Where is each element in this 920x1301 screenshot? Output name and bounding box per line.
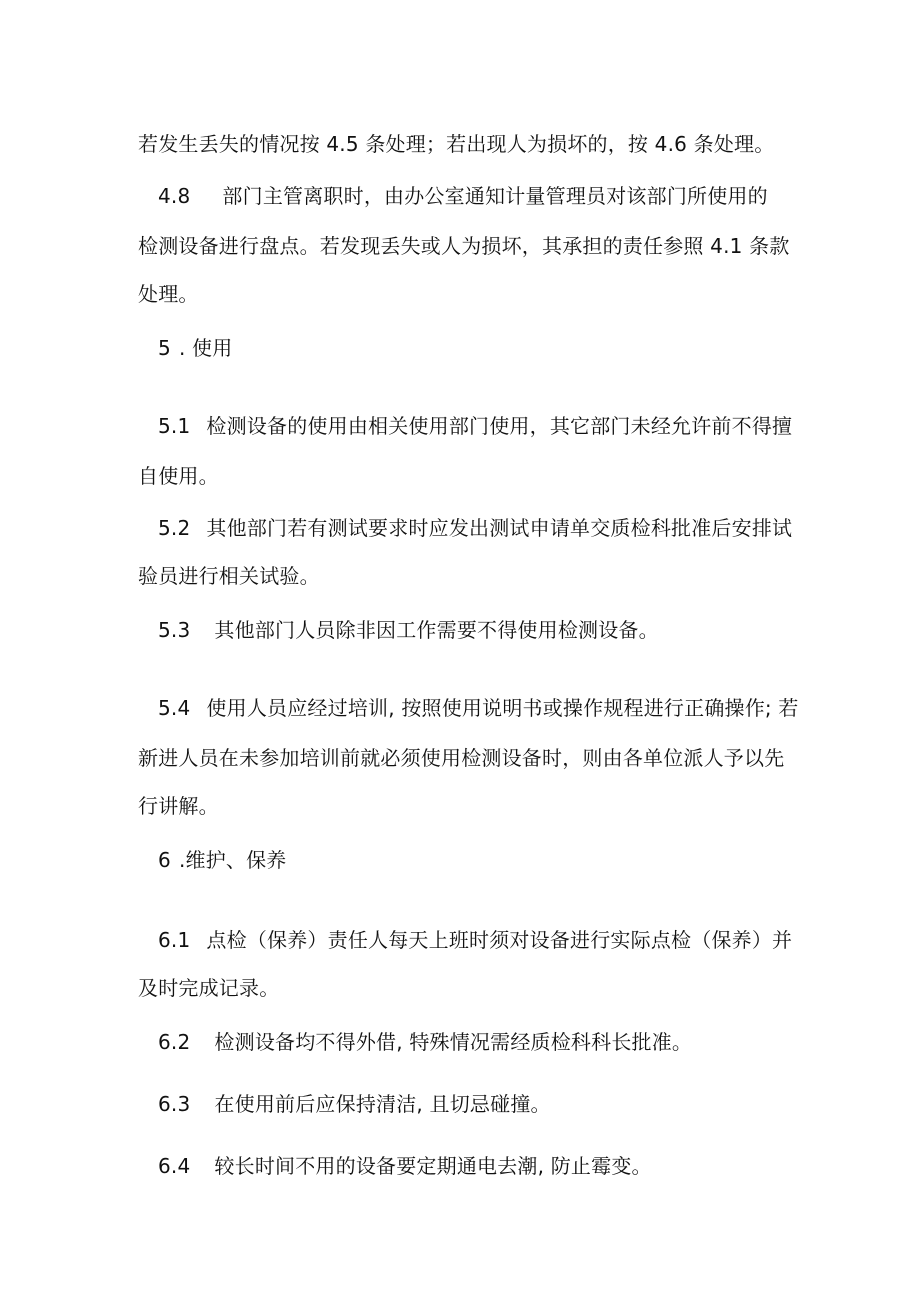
section-number: 5 xyxy=(158,336,171,360)
paragraph-text: 验员进行相关试验。 xyxy=(138,564,320,588)
paragraph-text: 其他部门若有测试要求时应发出测试申请单交质检科批准后安排试 xyxy=(206,516,793,540)
clause-6-3 xyxy=(158,1090,551,1118)
section-heading-5 xyxy=(158,334,232,362)
clause-5-2 xyxy=(158,514,792,542)
section-title: . 使用 xyxy=(178,336,233,360)
paragraph-text: 若发生丢失的情况按 4.5 条处理；若出现人为损坏的，按 4.6 条处理。 xyxy=(138,132,775,156)
text-line xyxy=(138,232,790,260)
clause-number: 6.2 xyxy=(158,1030,191,1054)
clause-5-1 xyxy=(158,412,792,440)
paragraph-text: 自使用。 xyxy=(138,464,219,488)
text-line xyxy=(138,562,320,590)
clause-5-4 xyxy=(158,694,799,722)
clause-number: 6.4 xyxy=(158,1154,191,1178)
clause-number: 6.3 xyxy=(158,1092,191,1116)
text-line xyxy=(138,130,774,158)
paragraph-text: 较长时间不用的设备要定期通电去潮, 防止霉变。 xyxy=(214,1154,652,1178)
clause-number: 5.3 xyxy=(158,618,191,642)
paragraph-text: 检测设备进行盘点。若发现丢失或人为损坏，其承担的责任参照 4.1 条款 xyxy=(138,234,790,258)
paragraph-text: 其他部门人员除非因工作需要不得使用检测设备。 xyxy=(214,618,659,642)
paragraph-text: 部门主管离职时，由办公室通知计量管理员对该部门所使用的 xyxy=(222,184,768,208)
section-number: 6 xyxy=(158,848,171,872)
clause-6-4 xyxy=(158,1152,652,1180)
paragraph-text: 使用人员应经过培训, 按照使用说明书或操作规程进行正确操作; 若 xyxy=(206,696,799,720)
clause-6-1 xyxy=(158,926,792,954)
clause-number: 4.8 xyxy=(158,184,191,208)
text-line xyxy=(138,974,279,1002)
paragraph-text: 处理。 xyxy=(138,282,199,306)
paragraph-text: 检测设备的使用由相关使用部门使用，其它部门未经允许前不得擅 xyxy=(206,414,793,438)
paragraph-text: 点检（保养）责任人每天上班时须对设备进行实际点检（保养）并 xyxy=(206,928,793,952)
section-heading-6 xyxy=(158,846,287,874)
clause-number: 6.1 xyxy=(158,928,191,952)
clause-number: 5.2 xyxy=(158,516,191,540)
section-title: .维护、保养 xyxy=(178,848,287,872)
clause-4-8 xyxy=(158,182,768,210)
clause-number: 5.4 xyxy=(158,696,191,720)
text-line xyxy=(138,280,199,308)
paragraph-text: 行讲解。 xyxy=(138,794,219,818)
text-line xyxy=(138,792,219,820)
paragraph-text: 在使用前后应保持清洁, 且切忌碰撞。 xyxy=(214,1092,551,1116)
clause-6-2 xyxy=(158,1028,692,1056)
paragraph-text: 及时完成记录。 xyxy=(138,976,280,1000)
text-line xyxy=(138,744,784,772)
paragraph-text: 检测设备均不得外借, 特殊情况需经质检科科长批准。 xyxy=(214,1030,693,1054)
text-line xyxy=(138,462,219,490)
paragraph-text: 新进人员在未参加培训前就必须使用检测设备时，则由各单位派人予以先 xyxy=(138,746,785,770)
clause-number: 5.1 xyxy=(158,414,191,438)
clause-5-3 xyxy=(158,616,659,644)
